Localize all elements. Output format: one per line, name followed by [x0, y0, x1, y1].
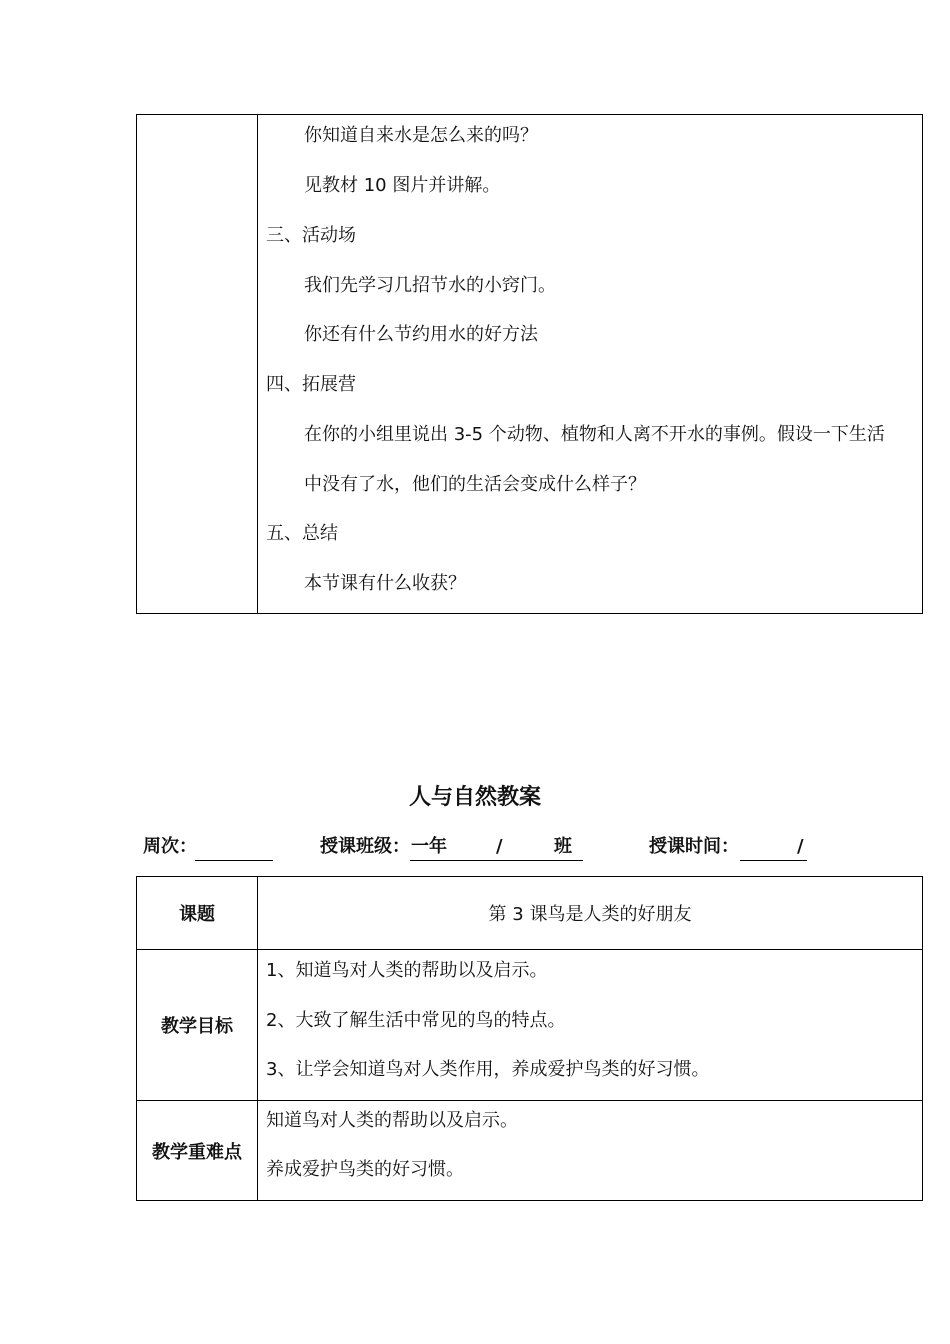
content-line: 你还有什么节约用水的好方法: [304, 324, 538, 345]
lesson-title: 人与自然教案: [408, 785, 541, 810]
content-line: 中没有了水，他们的生活会变成什么样子？: [304, 474, 646, 495]
content-line: 本节课有什么收获？: [304, 573, 466, 594]
content-line: 见教材 10 图片并讲解。: [304, 175, 501, 196]
week-label: 周次：: [143, 836, 197, 857]
topic-label: 课题: [137, 877, 258, 950]
topic-value: 第 3 课鸟是人类的好朋友: [258, 877, 923, 950]
class-blank: [410, 860, 583, 861]
content-line: 你知道自来水是怎么来的吗？: [304, 125, 538, 146]
key-points-label: 教学重难点: [137, 1101, 258, 1201]
goals-label: 教学目标: [137, 950, 258, 1101]
key-point-item: 养成爱护鸟类的好习惯。: [266, 1159, 464, 1180]
goal-item: 1、知道鸟对人类的帮助以及启示。: [266, 960, 548, 981]
section-heading: 五、总结: [266, 523, 338, 544]
lesson-table: [136, 876, 923, 1201]
section-heading: 四、拓展营: [266, 374, 356, 395]
class-suffix: 班: [554, 836, 572, 857]
time-blank: [740, 860, 807, 861]
continuation-label-cell: [137, 115, 258, 614]
continuation-table: [136, 114, 923, 614]
class-label: 授课班级：: [320, 836, 410, 857]
time-slash: /: [797, 836, 804, 857]
content-line: 在你的小组里说出 3-5 个动物、植物和人离不开水的事例。假设一下生活: [304, 424, 885, 445]
time-label: 授课时间：: [649, 836, 739, 857]
class-grade: 一年: [411, 836, 447, 857]
content-line: 我们先学习几招节水的小窍门。: [304, 275, 556, 296]
goal-item: 2、大致了解生活中常见的鸟的特点。: [266, 1010, 566, 1031]
goal-item: 3、让学会知道鸟对人类作用，养成爱护鸟类的好习惯。: [266, 1059, 710, 1080]
week-blank: [195, 860, 273, 861]
section-heading: 三、活动场: [266, 225, 356, 246]
key-point-item: 知道鸟对人类的帮助以及启示。: [266, 1110, 518, 1131]
class-slash: /: [496, 836, 503, 857]
